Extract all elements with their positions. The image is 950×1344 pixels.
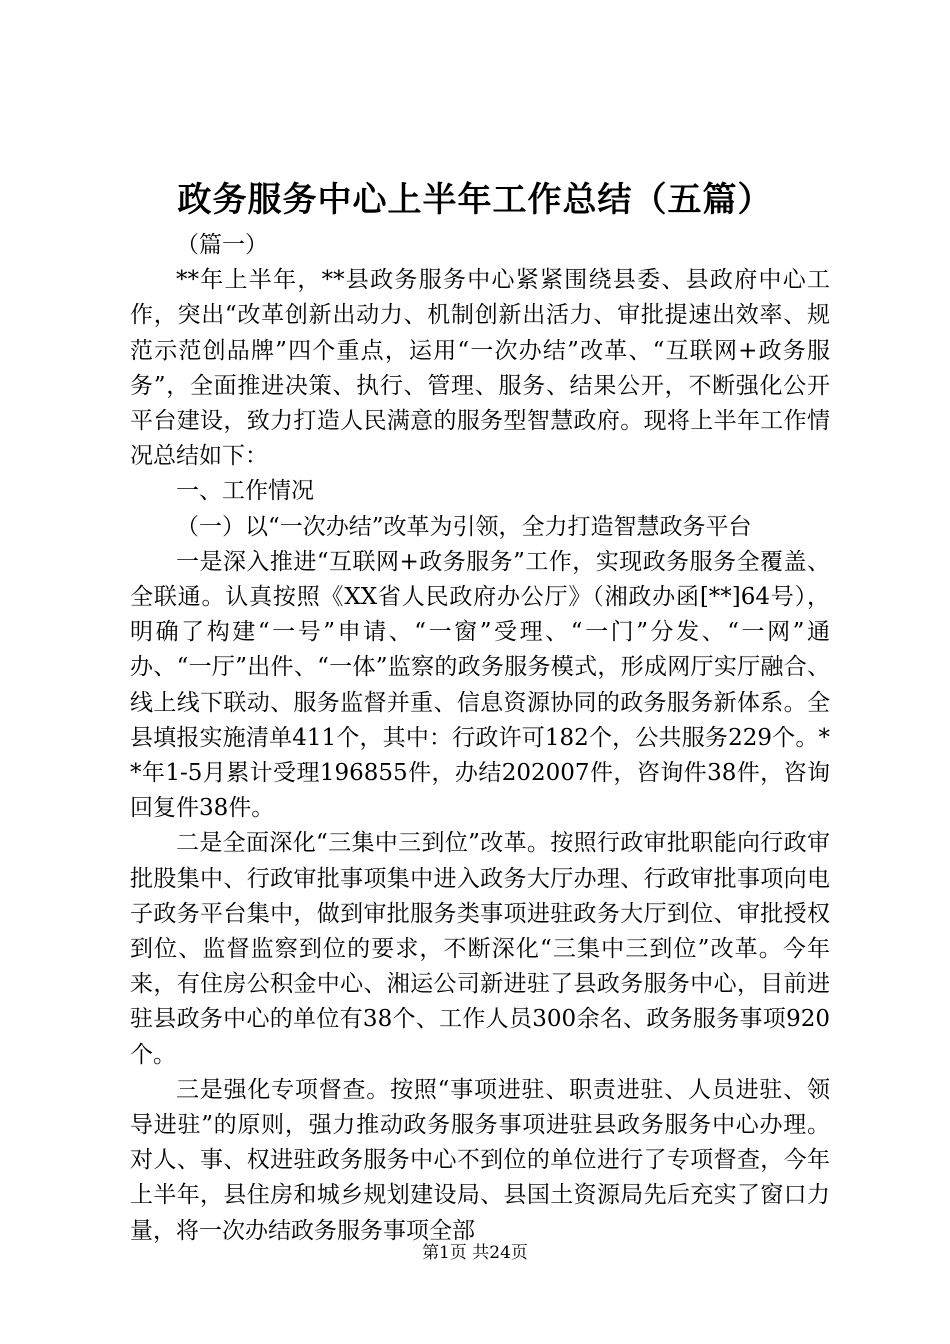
document-body [130,228,830,1249]
body-paragraph-3: 三是强化专项督查。按照“事项进驻、职责进驻、人员进驻、领导进驻”的原则，强力推动政务服务事项进驻县政务服务中心办理。对人、事、权进驻政务服务中心不到位的单位进行了专项督查，今年上半年，县住房和城乡规划建设局、县国土资源局先后充实了窗口力量，将一次办结政务服务事项全部 [130,1076,830,1244]
body-paragraph-1: 一是深入推进“互联网+政务服务”工作，实现政务服务全覆盖、全联通。认真按照《XX省人民政府办公厅》（湘政办函[**]64号），明确了构建“一号”申请、“一窗”受理、“一门”分发、“一网”通办、“一厅”出件、“一体”监察的政务服务模式，形成网厅实厅融合、线上线下联动、服务监督并重、信息资源协同的政务服务新体系。全县填报实施清单411个，其中：行政许可182个，公共服务229个。**年1-5月累计受理196855件，办结202007件，咨询件38件，咨询回复件38件。 [130,548,830,822]
intro-paragraph: **年上半年，**县政务服务中心紧紧围绕县委、县政府中心工作，突出“改革创新出动力、机制创新出活力、审批提速出效率、规范示范创品牌”四个重点，运用“一次办结”改革、“互联网+政务服务”，全面推进决策、执行、管理、服务、结果公开，不断强化公开平台建设，致力打造人民满意的服务型智慧政府。现将上半年工作情况总结如下： [130,267,830,470]
document-title: 政务服务中心上半年工作总结（五篇） [177,180,773,220]
subsection-heading: （一）以“一次办结”改革为引领，全力打造智慧政务平台 [176,513,752,540]
body-paragraph-2: 二是全面深化“三集中三到位”改革。按照行政审批职能向行政审批股集中、行政审批事项集中进入政务大厅办理、行政审批事项向电子政务平台集中，做到审批服务类事项进驻政务大厅到位、审批授权到位、监督监察到位的要求，不断深化“三集中三到位”改革。今年来，有住房公积金中心、湘运公司新进驻了县政务服务中心，目前进驻县政务中心的单位有38个、工作人员300余名、政务服务事项920个。 [130,830,830,1068]
section-label: （篇一） [176,232,268,258]
section-heading: 一、工作情况 [176,478,314,505]
page-number-footer: 第1页 共24页 [422,1243,528,1263]
